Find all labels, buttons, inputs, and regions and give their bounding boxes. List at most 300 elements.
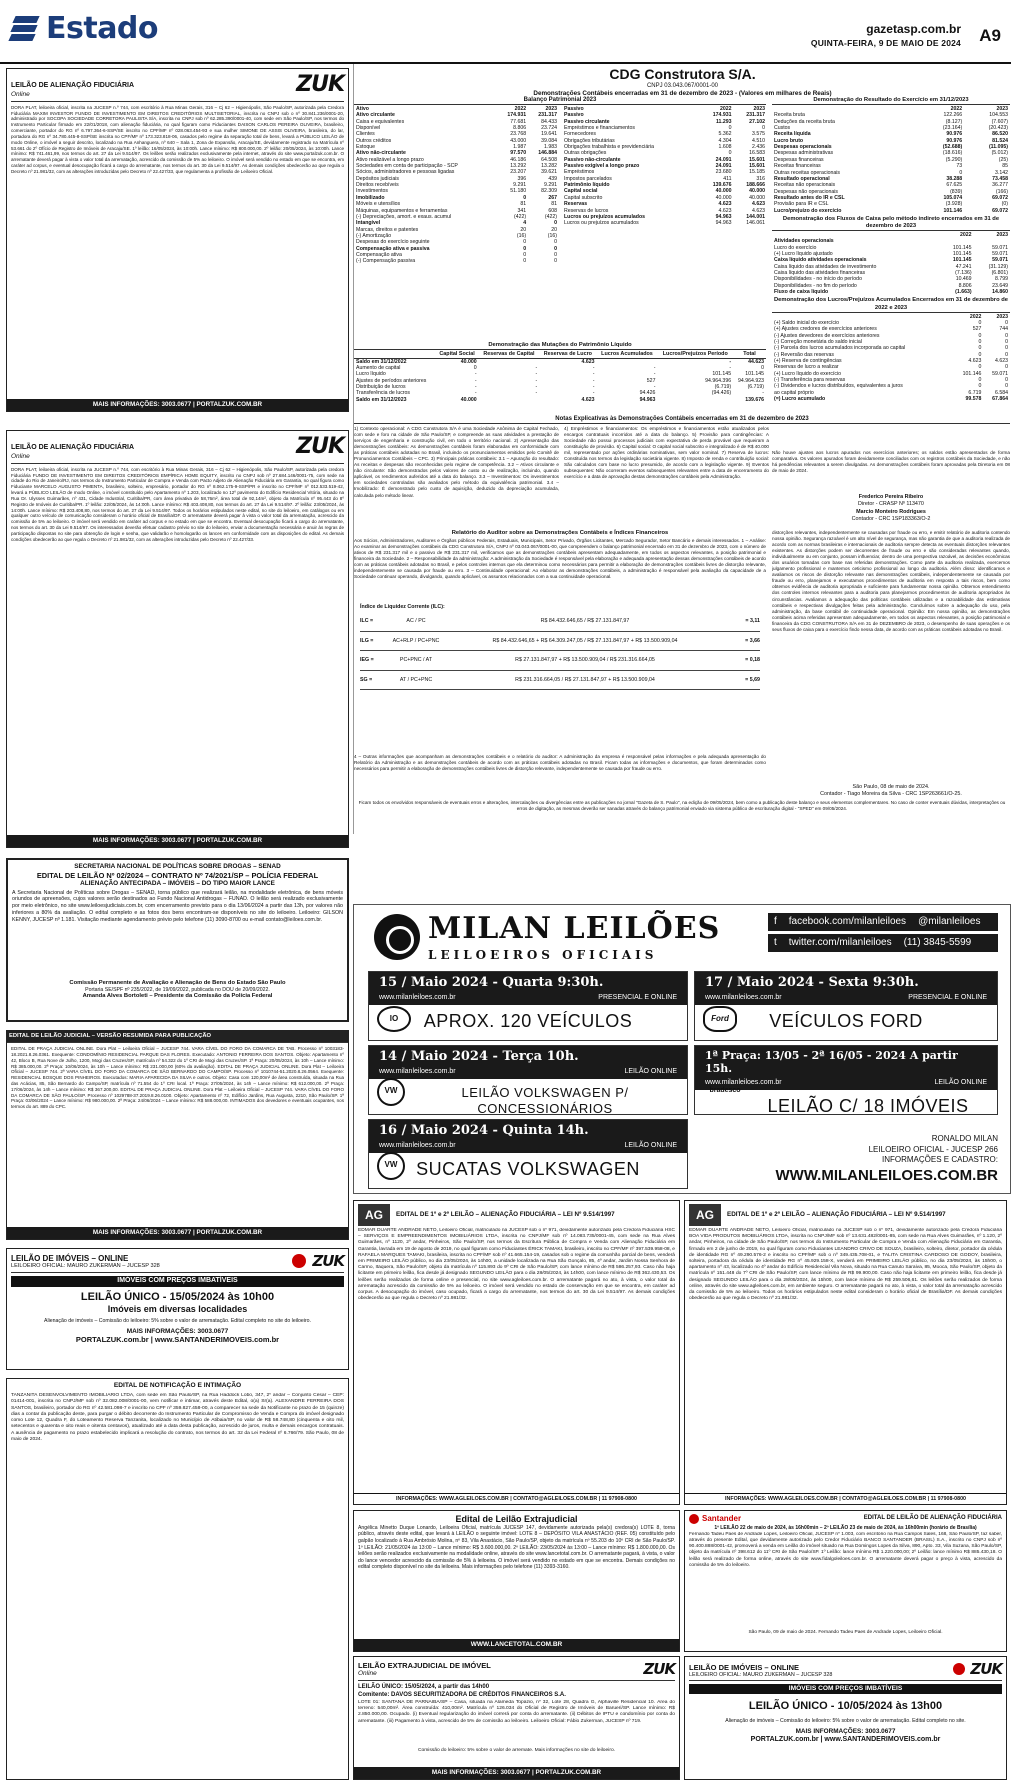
row-label: (-) Correção monetária do saldo inicial — [774, 338, 862, 345]
auction-lot: SUCATAS VOLKSWAGEN — [416, 1159, 640, 1180]
value-2023: 59.071 — [992, 257, 1008, 264]
value-2022: 0 — [978, 319, 982, 326]
ad-title: LEILÃO DE IMÓVEIS – ONLINE — [11, 1253, 129, 1263]
cell-value: - — [653, 371, 656, 378]
auditor-title: Relatório do Auditor sobre as Demonstrações Contábeis e Índices Financeiros — [451, 530, 669, 536]
notice-header — [11, 434, 344, 464]
value-2023: 20 — [551, 226, 557, 233]
row-label: Atividades operacionais — [774, 238, 834, 245]
row-label: Passivo — [564, 106, 584, 112]
table-row — [772, 208, 1010, 214]
row-label: Móveis e utensílios — [356, 201, 401, 208]
value-2022: 1.987 — [513, 144, 527, 151]
cell-value: - — [592, 390, 595, 397]
milan-website[interactable]: WWW.MILANLEILOES.COM.BR — [775, 1166, 998, 1184]
statements-foot-note: Ficam todos os envolvidos responsáveis de eventuais erros e alterações, intercalações ou divergências entre as publicações no jornal "Gazeta de S. Paulo", na edição de 09/05/2024, bem como a publicação deste balanço e seus elementos complementares. No caso de conter eventuais dúvidas, interpretações ou erros de digitação, as mesmas deverão ser sanadas através do balanço patrimonial enviado via sistema público de escrituração digital - "SPED" em 09/05/2024. — [358, 800, 1006, 812]
value-2023: 744 — [999, 326, 1008, 333]
zuk-logo: ZUK — [312, 1252, 344, 1270]
auction-mode: LEILÃO ONLINE — [934, 1078, 987, 1086]
value-2023: 27.102 — [749, 118, 765, 125]
row-label: (+) Ajustes credores de exercícios anteriores — [774, 326, 877, 333]
notice-santander-alienacao — [684, 1510, 1007, 1652]
cell-value: - — [729, 365, 732, 371]
value-2023: 36.277 — [992, 182, 1008, 189]
index-value: R$ 27.131.847,97 + R$ 13.500.909,04 / R$ 231.316.664,05 — [515, 657, 655, 664]
value-2022: 0 — [523, 251, 527, 258]
value-2023: 4.623 — [995, 358, 1008, 364]
liquidity-row — [360, 671, 760, 690]
senad-body: A Secretaria Nacional de Políticas sobre Drogas – SENAD, torna público que realizará leilão, na modalidade eletrônica, de bens móveis oriundos de apreensões, cujos valores serão destinados ao Fundo Nacional Antidrogas – FUNAD. O leilão será realizado exclusivamente por meio eletrônico, no site www.leiloesjudiciais.com.br, com encerramento previsto para o dia 13/06/2024 a partir das 13h, por valores não inferiores a 80% da avaliação. O edital completo e as fotos dos bens encontram-se disponíveis no site do leiloeiro. Leiloeiro: GILSON KENNY, JUCESP nº 1.181. Visitação mediante agendamento prévio pelo telefone (11) 3090-8700 ou e-mail contato@leiloes.com.br. — [12, 889, 343, 923]
notice-title: EDITAL DE 1º e 2º LEILÃO – ALIENAÇÃO FIDUCIÁRIA – LEI Nº 9.514/1997 — [396, 1211, 615, 1219]
cell-value: - — [592, 377, 595, 384]
milan-logo[interactable] — [374, 911, 720, 962]
cell-value — [596, 358, 657, 365]
value-2023: 231.317 — [746, 112, 765, 119]
row-label: Ativo — [356, 106, 369, 112]
row-label: Ativo não-circulante — [356, 150, 406, 157]
row-label: Caixa e equivalentes — [356, 118, 405, 125]
value-2022: 38.288 — [946, 175, 963, 182]
auction-lot: APROX. 120 VEÍCULOS — [423, 1011, 633, 1032]
value-2023: 4.510 — [752, 137, 765, 144]
value-2023: 73.458 — [992, 175, 1008, 182]
value-2023: 2023 — [996, 106, 1008, 113]
notes-title: Notas Explicativas às Demonstrações Contábeis encerradas em 31 de dezembro de 2023 — [354, 416, 1010, 424]
value-2023: 19.641 — [541, 131, 557, 138]
value-2022: 4.304 — [718, 137, 732, 144]
row-label: Intangível — [356, 220, 381, 227]
cell-value: 4.623 — [581, 358, 595, 365]
value-2023: 39.084 — [541, 137, 557, 144]
notice-footer[interactable]: WWW.LANCETOTAL.COM.BR — [354, 1639, 679, 1651]
auction-lot: VEÍCULOS FORD — [769, 1011, 923, 1032]
row-label: (-) Depreciações, amort. e exaus. acumul — [356, 213, 452, 220]
ag-logo-icon: AG — [358, 1204, 390, 1226]
cell-value — [657, 397, 733, 403]
row-label: (+) Saldo inicial do exercício — [774, 319, 840, 326]
liquidity-rows — [360, 612, 760, 690]
value-2022: 51.180 — [510, 188, 527, 195]
notice-title: LEILÃO DE ALIENAÇÃO FIDUCIÁRIA — [11, 82, 135, 90]
ad-header — [689, 1660, 1002, 1681]
row-label: Receita líquida — [774, 131, 811, 138]
value-2022: 101.145 — [952, 251, 972, 258]
value-2023: 0 — [554, 245, 557, 252]
value-2023: 81.524 — [992, 137, 1008, 144]
ad-desc: Alienação de imóveis – Comissão do leiloeiro: 5% sobre o valor de arrematação. Edital completo no site. — [725, 1717, 966, 1724]
value-2023: 23.724 — [541, 125, 557, 132]
column-header — [354, 351, 436, 358]
notice-extrajudicial — [353, 1656, 680, 1780]
statements-subtitle: Demonstrações Contábeis encerradas em 31 de dezembro de 2023 - (Valores em milhares de Reais) — [533, 90, 832, 98]
value-2022: 20 — [520, 226, 527, 233]
auction-url-bar — [369, 1142, 687, 1154]
auction-lot: LEILÃO VOLKSWAGEN P/ CONCESSIONÁRIOS — [461, 1085, 629, 1115]
value-2023: (0) — [1001, 201, 1008, 208]
value-2022: 77.681 — [510, 118, 527, 125]
value-2023: 0 — [1005, 319, 1008, 326]
auction-mode: LEILÃO ONLINE — [624, 1141, 677, 1149]
ad-footer-1: MAIS INFORMAÇÕES: 3003.0677 — [126, 1327, 229, 1335]
notes-col-2: 4) Empréstimos e financiamentos: Os empréstimos e financiamentos estão atualizados pelos encargos contratuais incorridos até a data do balanço. 5) Provisão para contingências: A Sociedade não possui processos judiciais com expectativa de perda provável que requeiram a constituição de provisão. 6) Capital social: O capital social subscrito e integralizado é de R$ 40.000 mil, representado por ações ordinárias nominativas, sem valor nominal. 7) Reserva de lucros: Constituída nos termos da legislação societária vigente. 8) Imposto de renda e contribuição social: São calculados com base no lucro presumido, de acordo com a legislação vigente. 9) Eventos subsequentes: Não ocorreram eventos subsequentes relevantes entre a data de encerramento do exercício e a data de aprovação destas demonstrações contábeis pela Administração. — [564, 426, 769, 480]
row-label: Despesas operacionais — [774, 144, 832, 151]
value-2023: (16) — [547, 232, 557, 239]
column-header: Lucros Acumulados — [596, 351, 657, 358]
milan-emblem-icon — [374, 914, 420, 960]
dfc-title: Demonstração dos Fluxos de Caixa pelo método indireto encerrados em 31 de dezembro de 2023 — [772, 216, 1010, 231]
table-dre — [772, 106, 1010, 214]
row-label: Reservas de lucro a realizar — [774, 364, 839, 371]
ad-subtitle: LEILOEIRO OFICIAL: MAURO ZUKERMAN – JUCESP 328 — [11, 1263, 160, 1270]
auction-url: www.milanleiloes.com.br — [705, 993, 782, 1001]
value-2023: 85 — [1002, 163, 1008, 170]
value-2023: 14.860 — [992, 289, 1008, 296]
signer-1-role: Diretor - CRASP Nº 113470 — [858, 500, 924, 507]
senad-header-1: SECRETARIA NACIONAL DE POLÍTICAS SOBRE DROGAS – SENAD — [74, 863, 281, 870]
row-label: Caixa líquido das atividades de investimento — [774, 263, 877, 270]
value-2022: 2022 — [960, 232, 972, 239]
milan-social-row-1[interactable] — [768, 913, 998, 931]
value-2022: (52.688) — [942, 144, 963, 151]
value-2022: (839) — [950, 188, 963, 195]
value-2022: 94.963 — [715, 213, 732, 220]
notice-agleiloes-2 — [684, 1200, 1007, 1505]
auditor-name: Contador - Tiago Moreira da Silva - CRC 1SP263661/O-25. — [820, 790, 962, 797]
notice-header — [7, 1031, 348, 1043]
value-2022: 5.362 — [718, 131, 732, 138]
table-dlpa — [772, 314, 1010, 403]
notice-footer[interactable]: MAIS INFORMAÇÕES: 3003.0677 | PORTALZUK.COM.BR — [7, 835, 348, 847]
cell-value: 139.676 — [745, 396, 764, 403]
cell-value — [479, 358, 540, 365]
cell-value: (6.719) — [714, 384, 732, 391]
notice-footer[interactable]: INFORMAÇÕES: WWW.AGLEILOES.COM.BR | CONTATO@AGLEILOES.COM.BR | 11 97908-0800 — [685, 1493, 1006, 1504]
value-2022: 10.469 — [955, 276, 972, 283]
notice-subtitle: EDITAL DE LEILÃO JUDICIAL – VERSÃO RESUMIDA PARA PUBLICAÇÃO — [9, 1033, 212, 1039]
value-2023: 0 — [1005, 338, 1008, 345]
notice-body: DORA PLAT, leiloeira oficial, inscrita na JUCESP n.º 744, com escritório à Rua Minas Gerais, 316 – Cj 62 – Higienópolis, São Paulo/SP, autorizada pela Credora Fiduciária MAXIM INVESTOR FUNDO DE INVESTIMENTO EM DIREITOS CREDITÓRIOS MULTISETORIAL, inscrita no CNPJ sob o nº 30.841.236/0001-20, administrado por SOCOPA SOCIEDADE CORRETORA PAULISTA S/A, inscrita no CNPJ sob nº 62.285.390/0001-40, com sede em São Paulo/SP, nos termos do Instrumento Particular firmado em 22/01/2018, com alienação fiduciária, no qual figuram como Fiduciantes DAISON CARLOS PEREIRA OLIVEIRA, brasileiro, comerciante, portador do RG nº 6.797.364-6-SSP/SE inscrito no CPF/MF nº 028.063.454-93 e sua mulher SIMONE DE ASSIS OLIVEIRA, brasileira, do lar, portadora do RG nº 34.780.445-8-SSP/SE inscrita no CPF/MF nº 173.323.818-06, casados pelo regime da separação total de bens, levará a PÚBLICO LEILÃO de modo Online, o imóvel a seguir descrito, localizado na Rua Anhanguera, nº 640 – Sala 1, Zona de Expansão, Aracaju/SE, devidamente registrado na Matrícula nº 53.661 do 2º Ofício de Registro de Imóveis de Aracaju/SE. 1º leilão: 16/05/2024, às 10:00h. Lance mínimo: R$ 800.000,00. 2º leilão: 20/05/2024, às 10:00h. Lance mínimo: R$ 741.461,99, nos termos do art. 27 da Lei 9.514/97. Os leilões serão realizados exclusivamente pela internet, através do site www.portalzuk.com.br. O arrematante deverá pagar à vista o valor total da arrematação, acrescido da comissão de 5% ao leiloeiro. O imóvel será vendido no estado em que se encontra, em caráter ad corpus, e eventual desocupação ficará a cargo do arrematante, nos termos do art. 30 da Lei 9.514/97. As demais condições obedecerão ao que regula o Decreto nº 21.981/32, com as alterações introduzidas pelo Decreto nº 22.427/33, que regulamenta a profissão de Leiloeiro Oficial. — [11, 104, 344, 174]
value-2023: 69.072 — [992, 207, 1008, 214]
index-name: ILC = — [360, 618, 374, 625]
row-label: Obrigações tributárias — [564, 137, 615, 144]
notice-notificacao — [6, 1378, 349, 1780]
value-2023: 59.071 — [992, 251, 1008, 258]
notice-footer[interactable]: MAIS INFORMAÇÕES: 3003.0677 | PORTALZUK.COM.BR — [7, 1227, 348, 1239]
dmpl-title: Demonstração das Mutações do Patrimônio Líquido — [354, 342, 766, 350]
ford-logo-icon: Ford — [703, 1006, 737, 1032]
notice-footer[interactable]: MAIS INFORMAÇÕES: 3003.0677 | PORTALZUK.COM.BR — [354, 1767, 679, 1779]
ad-footer-1: MAIS INFORMAÇÕES: 3003.0677 — [795, 1728, 896, 1736]
row-label: Impostos parcelados — [564, 175, 612, 182]
notice-title: EDITAL DE LEILÃO DE ALIENAÇÃO FIDUCIÁRIA — [863, 1515, 1002, 1522]
notice-body: LOTE 01: SANTANA DE PARNAÍBA/SP – Casa, situada na Alameda Topázio, nº 32, Lote 28, Quadra G, Alphaville Residencial 10. Área do terreno: 540,00m². Área construída: 410,00m². Matrícula nº 126.034 do Oficial de Registro de Imóveis de Barueri/SP. Lance mínimo: R$ 2.850.000,00. Ocupado. (i) Eventual regularização do imóvel correrá por conta do arrematante. (ii) Débitos de IPTU e condomínio por conta do arrematante. (iii) Pagamento à vista, acrescido de 5% de comissão ao leiloeiro. Leiloeiro Oficial: Fábio Zukerman, JUCESP nº 719. — [358, 1699, 675, 1724]
site-url[interactable]: gazetasp.com.br — [866, 22, 961, 36]
cell-value: - — [653, 384, 656, 391]
auction-url-bar — [369, 1068, 687, 1080]
auction-card[interactable] — [368, 1119, 688, 1189]
ad-sub: Imóveis em diversas localidades — [107, 1304, 248, 1315]
notice-footer[interactable]: INFORMAÇÕES: WWW.AGLEILOES.COM.BR | CONTATO@AGLEILOES.COM.BR | 11 97908-0800 — [354, 1493, 679, 1504]
row-label: Provisão para IR e CSL — [774, 201, 829, 208]
value-2022: 2022 — [719, 106, 732, 112]
value-2022: 4 — [523, 220, 527, 227]
index-formula: AT / PC+PNC — [399, 676, 433, 683]
table-dmpl-wrapper — [354, 342, 766, 403]
value-2023: 9.291 — [544, 182, 557, 189]
value-2023: 146.061 — [746, 220, 765, 227]
row-label: Obrigações trabalhista e previdenciária — [564, 144, 654, 151]
notice-subtitle: 1º LEILÃO 22 de maio de 2024, às 16h00min – 2º LEILÃO 23 de maio de 2024, às 16h00min (horário de Brasília) — [714, 1525, 977, 1531]
ad-bar: IMÓVEIS COM PREÇOS IMBATÍVEIS — [11, 1276, 344, 1287]
value-2023: 69.072 — [992, 194, 1008, 201]
row-label: Estoque — [356, 144, 376, 151]
value-2023: 0 — [1005, 377, 1008, 384]
row-label: ao capital próprio — [774, 389, 814, 396]
value-2022: 0 — [523, 239, 527, 246]
santander-flame-icon — [953, 1663, 965, 1675]
value-2023: 2023 — [996, 232, 1008, 239]
row-label: (-) Amortização — [356, 232, 392, 239]
value-2022: 4.623 — [718, 207, 732, 214]
notice-title: EDITAL DE 1º e 2º LEILÃO – ALIENAÇÃO FIDUCIÁRIA – LEI Nº 9.514/1997 — [727, 1211, 946, 1219]
row-label: Fornecedores — [564, 131, 597, 138]
cdg-financial-statements — [353, 64, 1011, 834]
cell-value: - — [535, 377, 538, 384]
dfc-table — [772, 232, 1010, 295]
row-label: Transferência de lucros — [356, 390, 411, 397]
value-2022: 0 — [728, 125, 732, 132]
value-2023: 64.508 — [541, 156, 557, 163]
milan-social-row-2[interactable] — [768, 934, 998, 952]
auditor-signature — [772, 784, 1010, 797]
table-row — [354, 358, 766, 365]
auction-card[interactable] — [368, 971, 688, 1041]
cell-value: 94.426 — [639, 390, 656, 397]
row-label: Lucro líquido — [356, 371, 386, 378]
notice-header — [358, 1660, 675, 1681]
cell-value: - — [535, 390, 538, 397]
row-label: (-) Dividendos e lucros distribuídos, equivalentes a juros — [774, 383, 903, 390]
value-2022: 97.570 — [510, 150, 527, 157]
row-label: Outros créditos — [356, 137, 392, 144]
row-label: Lucro/prejuízo do exercício — [774, 207, 842, 214]
index-result: = 3,66 — [745, 637, 760, 644]
row-label: Capital social — [564, 188, 598, 195]
liquidity-indices — [360, 604, 760, 690]
notice-body: EDITAL DE PRAÇA JUDICIAL ONLINE. Dora Plat – Leiloeira Oficial – JUCESP 744. VARA CÍVEL DO FORO DA COMARCA DE TAB. Processo nº 1003183-18.2021.8.26.0361. Exequente: CONDOMÍNIO RESIDENCIAL PARQUE DAS FLORES. Executado: ANTONIO FERREIRA DOS SANTOS. Objeto: Apartamento nº 42, Bloco B, Rua Nove de Julho, 1200, Mogi das Cruzes/SP, matrícula nº 54.322 do 1º CRI de Mogi das Cruzes/SP. 1ª Praça: 20/05/2024, às 10h – Lance mínimo: R$ 385.000,00. 2ª Praça: 10/06/2024, às 10h – Lance mínimo: R$ 231.000,00 (60% da avaliação). EDITAL DE PRAÇA JUDICIAL ONLINE. Dora Plat – Leiloeira Oficial – JUCESP 744. 2ª VARA CÍVEL DO FORO DA COMARCA DE SÃO BERNARDO DO CAMPO/SP. Processo nº 1010744-51.2020.8.26.0564. Exequente: RESIDENCIAL BOSQUE DOS PINHEIROS. Executados: MARIA APARECIDA DA SILVA e outros. Objeto: Casa com 120,00m² de área construída, situada na Rua das Acácias, 85, São Bernardo do Campo/SP, matrícula nº 71.554 do 1º CRI local. 1ª Praça: 27/05/2024, às 14h – Lance mínimo: R$ 612.000,00. 2ª Praça: 17/06/2024, às 14h – Lance mínimo: R$ 367.200,00. EDITAL DE PRAÇA JUDICIAL ONLINE. Dora Plat – Leiloeira Oficial – JUCESP 744. VARA CÍVEL DO FORO DA COMARCA DE SÃO PAULO/SP. Processo nº 1029788-37.2019.8.26.0100. Objeto: Apartamento nº 72, Edifício Jardins, Rua Augusta, 2210, São Paulo/SP. 1ª Praça: 03/06/2024 – Lance mínimo: R$ 980.000,00. 2ª Praça: 24/06/2024 – Lance mínimo: R$ 588.000,00. INTIMADOS dos devedores e eventuais ocupantes, nos termos do art. 889 do CPC. — [11, 1046, 344, 1110]
ad-footer-2[interactable]: PORTALZUK.com.br | www.SANTANDERIMOVEIS.com.br — [75, 1335, 280, 1345]
value-2022: 40.000 — [715, 194, 732, 201]
cell-value: 94.963 — [639, 396, 656, 403]
index-formula: AC+RLP / PC+PNC — [392, 637, 440, 644]
value-2023: 0 — [762, 125, 765, 132]
row-label: Receitas financeiras — [774, 163, 821, 170]
value-2022: 9.291 — [513, 182, 527, 189]
milan-brand-sub: LEILOEIROS OFICIAIS — [428, 947, 658, 962]
value-2022: 0 — [978, 377, 982, 384]
row-label: Caixa líquido das atividades financeiras — [774, 270, 866, 277]
value-2023: 267 — [548, 194, 557, 201]
newspaper-logo[interactable] — [10, 12, 158, 46]
row-label: Passivo — [564, 112, 584, 119]
value-2023: 16.583 — [749, 150, 765, 157]
index-result: = 3,11 — [745, 618, 760, 625]
notice-footer: São Paulo, 09 de maio de 2024. Fernando Tadeu Paes de Andrade Lopes, Leiloeiro Oficial. — [748, 1630, 943, 1636]
value-2023: 67.864 — [992, 396, 1008, 403]
value-2023: 82.309 — [541, 188, 557, 195]
row-label: Custos — [774, 125, 791, 132]
row-label: Disponibilidades - no fim do período — [774, 282, 857, 289]
row-label: Saldo em 31/12/2023 — [356, 396, 407, 403]
row-label: (+) Reserva de contingências — [774, 358, 842, 364]
value-2023: 146.884 — [538, 150, 557, 157]
row-label: (+) Lucro líquido ajustado — [774, 251, 833, 258]
logo-text: Estado — [46, 10, 159, 46]
value-2023: 2.436 — [752, 144, 765, 151]
milan-social — [768, 913, 998, 955]
auction-date: 15 / Maio 2024 - Quarta 9:30h. — [369, 972, 687, 994]
row-label: Disponível — [356, 125, 381, 132]
row-label: Ajustes de períodos anteriores — [356, 377, 427, 384]
table-row — [562, 220, 767, 226]
value-2023: 1.983 — [544, 144, 557, 151]
ad-title: LEILÃO DE IMÓVEIS – ONLINE — [689, 1662, 800, 1672]
auction-card[interactable] — [694, 971, 998, 1041]
value-2022: 43.000 — [510, 137, 527, 144]
notice-alienacao-2 — [6, 430, 349, 848]
row-label: Sócios, administradores e pessoas ligadas — [356, 169, 455, 176]
row-label: Despesas do exercício seguinte — [356, 239, 430, 246]
value-2022: 23.680 — [715, 169, 732, 176]
index-name: ILG = — [360, 637, 374, 644]
liquidity-title: Índice de Liquidez Corrente (ILC): — [360, 604, 445, 610]
zuk-logo: ZUK — [296, 434, 344, 459]
value-2023: 0 — [1005, 345, 1008, 352]
row-label: Resultado antes do IR e CSL — [774, 194, 845, 201]
cell-value: 101.145 — [745, 371, 764, 378]
value-2022: 24.091 — [715, 156, 732, 163]
value-2023: (20.423) — [988, 125, 1008, 132]
auction-card[interactable] — [694, 1045, 998, 1115]
row-label: Direitos recebíveis — [356, 182, 399, 189]
value-2023: 439 — [548, 175, 557, 182]
row-label: Depósitos judiciais — [356, 175, 399, 182]
value-2023: 6.584 — [995, 389, 1008, 396]
table-passivo — [562, 106, 767, 227]
table-row — [772, 396, 1010, 402]
cell-value: (94.426) — [711, 390, 732, 397]
ad-subtitle: LEILOEIRO OFICIAL: MAURO ZUKERMAN – JUCESP 328 — [689, 1671, 833, 1678]
value-2022: (8.127) — [945, 118, 963, 125]
value-2022: 73 — [956, 163, 963, 170]
cell-value: - — [592, 384, 595, 391]
notice-header — [11, 72, 344, 102]
value-2022: 0 — [978, 345, 982, 352]
column-header: Reservas de Capital — [479, 351, 540, 358]
liquidity-row — [360, 651, 760, 670]
auction-url: www.milanleiloes.com.br — [379, 1141, 456, 1149]
ad-footer-2[interactable]: PORTALZUK.com.br | www.SANTANDERIMOVEIS.com.br — [750, 1735, 941, 1743]
value-2023: 0 — [1005, 383, 1008, 390]
row-label: Lucro do exercício — [774, 244, 817, 251]
value-2023: 608 — [548, 207, 557, 214]
row-label: Clientes — [356, 131, 375, 138]
table-row — [354, 397, 766, 403]
row-label: Outras obrigações — [564, 150, 607, 157]
page-number: A9 — [979, 26, 1001, 45]
row-label: Máquinas, equipamentos e ferramentas — [356, 207, 448, 214]
twitter-icon: t — [774, 937, 777, 949]
notice-pracas-judiciais — [6, 1030, 349, 1240]
row-label: Ativo realizável a longo prazo — [356, 156, 424, 163]
value-2022: 122.266 — [943, 112, 963, 119]
cell-value: - — [535, 384, 538, 391]
santander-flame-icon — [689, 1514, 699, 1524]
facebook-handle: facebook.com/milanleiloes — [788, 916, 907, 927]
auction-card[interactable] — [368, 1045, 688, 1115]
cell-value: 0 — [761, 365, 764, 371]
value-2022: 0 — [978, 332, 982, 339]
notice-footer[interactable]: MAIS INFORMAÇÕES: 3003.0677 | PORTALZUK.COM.BR — [7, 399, 348, 411]
row-label: Receitas não operacionais — [774, 182, 836, 189]
value-2022: 0 — [728, 150, 732, 157]
value-2022: 0 — [978, 338, 982, 345]
value-2022: 105.074 — [943, 194, 963, 201]
auction-lot: LEILÃO C/ 18 IMÓVEIS — [767, 1096, 969, 1115]
row-label: Distribuição de lucros — [356, 384, 406, 391]
notice-body: TANZANITA DESENVOLVIMENTO IMOBILIÁRIO LTDA, com sede em São Paulo/SP, na Rua Haddock Lobo, 347, 2º andar – Conjunto César – CEP: 01414-001, inscrita no CNPJ/MF sob nº 32.082.008/0001-00, vem notificar e intimar, através deste Edital, o(a) Sr(a). ALEXANDRE FERREIRA DOS SANTOS, brasileiro, portador do RG nº 42.581.098-7 e inscrito no CPF nº 359.827.458-00, a comparecer na sede da Notificante no prazo de 15 (quinze) dias a contar da publicação deste, para purgar o débito decorrente do Instrumento Particular de Compromisso de Venda e Compra do imóvel designado como Lote 12, Quadra F, do Loteamento Reserva Tanzanita, localizado no Município de Atibaia/SP, no valor de R$ 58.748,80 (cinquenta e oito mil, setecentos e quarenta e oito reais e oitenta centavos), atualizado até a data desta publicação, acrescido de juros, multa e demais encargos contratuais. A ausência de pagamento no prazo estabelecido implicará a resolução do contrato, nos termos do art. 32 da Lei Federal nº 6.766/79. São Paulo, 08 de maio de 2024. — [11, 1393, 344, 1442]
company-name: CDG Construtora S/A. — [609, 66, 756, 82]
company-cnpj: CNPJ 03.043.067/0001-00 — [646, 83, 719, 90]
milan-jucesp: LEILOEIRO OFICIAL - JUCESP 266 — [868, 1144, 998, 1154]
row-label: (=) Lucro acumulado — [774, 396, 826, 403]
notice-body: EDMAR DUARTE ANDRADE NETO, Leiloeiro Oficial, matriculado na JUCESP sob o nº 971, devidamente autorizado pela Credora Fiduciária HSC – SERVIÇOS E EMPREENDIMENTOS IMOBILIÁRIOS LTDA, inscrita no CNPJ/MF sob nº 14.083.735/0001-45, com sede na Rua Alves Guimarães, nº 1120, 2º andar, Pinheiros, São Paulo/SP, nos termos da Escritura Pública de Compra e Venda com Alienação Fiduciária em Garantia, lavrada em 19 de agosto de 2019, no qual figuram como Fiduciantes ÉRICK TAMAKI, brasileiro, inscrito no CPF/MF nº 397.539.958-08, e RAFAELA MARQUES TAMAKI, brasileira, inscrita no CPF/MF sob nº 41.665.154-19, casados sob o regime da comunhão parcial de bens, venderá em PRIMEIRO LEILÃO público, no dia 23/05/2024, às 14h00, a unidade localizada na Rua São Gonçalo, 85, 4º andar, Jardim Nossa Senhora de Carmo, Itaquera, São Paulo/SP, objeto da matrícula nº 115.893 do 9º CRI de São Paulo/SP, com lance mínimo de R$ 586.257,93. Caso não haja licitante em primeiro leilão, fica desde já designado SEGUNDO LEILÃO para o dia 28/05/2024, às 14h00, com lance mínimo de R$ 362.430,53. Os leilões serão realizados de forma online e presencial, no site www.agleiloes.com.br. O arrematante pagará no ato, à vista, o valor total da arrematação acrescido da comissão de 5% ao leiloeiro. O imóvel será vendido no estado de conservação em que se encontra, em caráter ad corpus. A desocupação do imóvel, caso ocupado, ficará a cargo do arrematante, nos termos do art. 30 da Lei 9.514/97. As demais condições obedecerão ao que regula o Decreto nº 21.981/32. — [358, 1228, 675, 1302]
senad-footer-1: Comissão Permanente de Avaliação e Alienação de Bens do Estado São Paulo — [69, 979, 286, 986]
value-2023: (25) — [998, 156, 1008, 163]
cell-value: - — [592, 365, 595, 371]
zuk-logo: ZUK — [296, 72, 344, 97]
value-2022: 174.931 — [507, 112, 527, 119]
auction-url-bar — [695, 994, 997, 1006]
value-2022: 40.000 — [715, 188, 732, 195]
value-2022: 0 — [523, 245, 527, 252]
row-label: Reservas de lucros — [564, 207, 609, 214]
value-2022: 139.676 — [712, 182, 732, 189]
notice-lancetotal — [353, 1510, 680, 1652]
row-label: Despesas administrativas — [774, 150, 834, 157]
notice-title: Edital de Leilão Extrajudicial — [455, 1514, 578, 1524]
cell-value: - — [535, 371, 538, 378]
row-label: Lucros ou prejuízos acumulados — [564, 220, 639, 227]
value-2023: 2023 — [753, 106, 765, 112]
auction-url: www.milanleiloes.com.br — [705, 1078, 782, 1086]
row-label: Deduções da receita bruta — [774, 118, 835, 125]
value-2023: 0 — [1005, 351, 1008, 358]
ag-logo-icon: AG — [689, 1204, 721, 1226]
value-2022: 8.806 — [513, 125, 527, 132]
zuk-logo: ZUK — [970, 1660, 1002, 1678]
notice-title: EDITAL DE NOTIFICAÇÃO E INTIMAÇÃO — [113, 1382, 242, 1389]
value-2022: 99.578 — [965, 396, 982, 403]
value-2023: 39.621 — [541, 169, 557, 176]
ad-milan-leiloes — [353, 904, 1011, 1194]
value-2022: 0 — [978, 383, 982, 390]
row-label: Passivo não-circulante — [564, 156, 621, 163]
value-2023: 0 — [554, 251, 557, 258]
value-2022: 411 — [723, 175, 732, 182]
row-label: Resultado operacional — [774, 175, 830, 182]
value-2022: 90.976 — [946, 137, 963, 144]
